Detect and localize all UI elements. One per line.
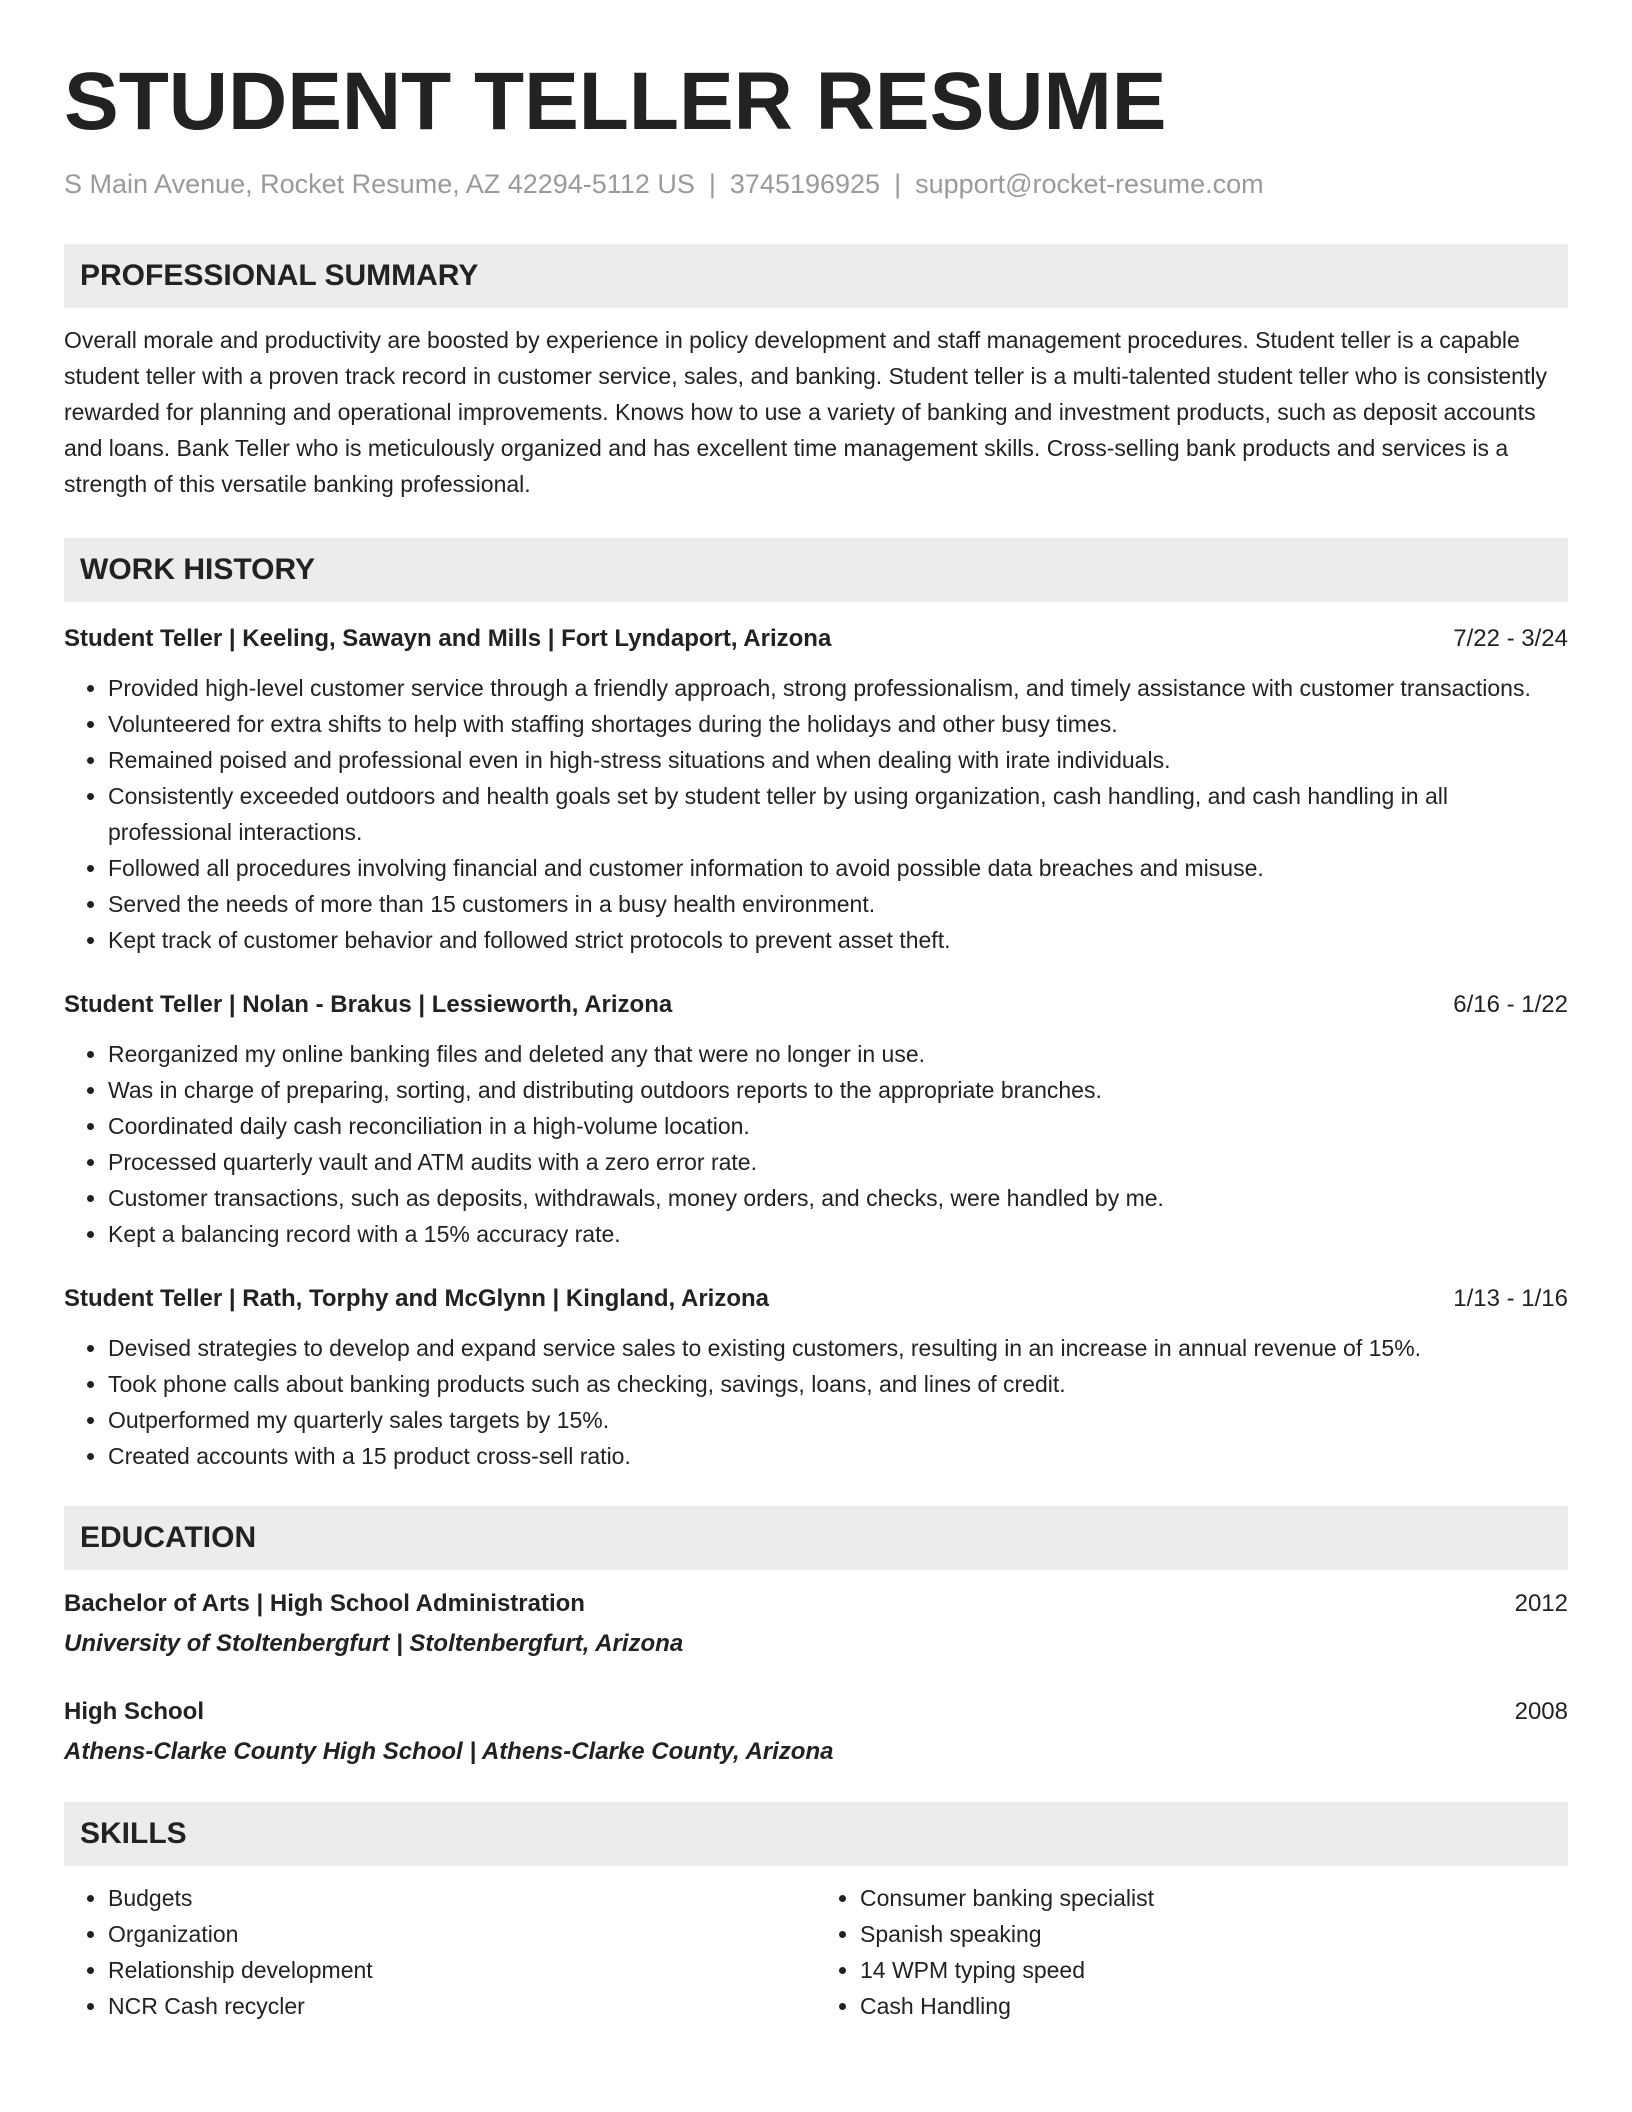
education-school: University of Stoltenbergfurt | Stoltenbergfurt, Arizona: [64, 1630, 684, 1657]
job-bullet: • Customer transactions, such as deposits, withdrawals, money orders, and checks, were handled by me.: [108, 1180, 1568, 1216]
job-bullet: • Volunteered for extra shifts to help with staffing shortages during the holidays and other busy times.: [108, 706, 1568, 742]
job-bullets: [64, 1036, 1568, 1252]
job-dates: 1/13 - 1/16: [1453, 1285, 1568, 1312]
job-title: Student Teller | Nolan - Brakus | Lessieworth, Arizona: [64, 991, 673, 1018]
education-header: [64, 1692, 1568, 1732]
job-bullets: [64, 670, 1568, 958]
job-bullet: • Provided high-level customer service through a friendly approach, strong professionalism, and timely assistance with customer transactions.: [108, 670, 1568, 706]
job-bullet: • Was in charge of preparing, sorting, and distributing outdoors reports to the appropriate branches.: [108, 1072, 1568, 1108]
contact-email: support@rocket-resume.com: [915, 169, 1264, 199]
section-heading-summary: PROFESSIONAL SUMMARY: [64, 244, 1568, 308]
job-bullet: • Processed quarterly vault and ATM audits with a zero error rate.: [108, 1144, 1568, 1180]
education-entry: [64, 1692, 1568, 1772]
job-bullet: • Devised strategies to develop and expand service sales to existing customers, resulting in an increase in annual revenue of 15%.: [108, 1330, 1568, 1366]
job-bullet: • Served the needs of more than 15 customers in a busy health environment.: [108, 886, 1568, 922]
contact-address: S Main Avenue, Rocket Resume, AZ 42294-5112 US: [64, 169, 695, 199]
skill-item: • Cash Handling: [860, 1988, 1568, 2024]
job-entry: [64, 1282, 1568, 1474]
skill-item: • Organization: [108, 1916, 816, 1952]
job-bullet: • Consistently exceeded outdoors and health goals set by student teller by using organization, cash handling, and cash handling in all professional interactions.: [108, 778, 1568, 850]
job-dates: 6/16 - 1/22: [1453, 991, 1568, 1018]
skills-list: [64, 1880, 1568, 2024]
job-bullet: • Outperformed my quarterly sales targets by 15%.: [108, 1402, 1568, 1438]
job-title: Student Teller | Rath, Torphy and McGlynn | Kingland, Arizona: [64, 1285, 770, 1312]
education-degree: High School: [64, 1698, 204, 1725]
skill-item: • 14 WPM typing speed: [860, 1952, 1568, 1988]
job-bullet: • Coordinated daily cash reconciliation in a high-volume location.: [108, 1108, 1568, 1144]
job-bullet: • Remained poised and professional even in high-stress situations and when dealing with irate individuals.: [108, 742, 1568, 778]
job-entry: [64, 622, 1568, 958]
section-heading-work-history: WORK HISTORY: [64, 538, 1568, 602]
job-header: [64, 622, 1568, 656]
job-header: [64, 988, 1568, 1022]
education-school: Athens-Clarke County High School | Athens-Clarke County, Arizona: [64, 1738, 834, 1765]
education-entry: [64, 1584, 1568, 1664]
job-entry: [64, 988, 1568, 1252]
job-bullet: • Kept a balancing record with a 15% accuracy rate.: [108, 1216, 1568, 1252]
education-header: [64, 1584, 1568, 1624]
contact-separator: |: [708, 169, 716, 199]
education-year: 2012: [1514, 1590, 1568, 1617]
job-header: [64, 1282, 1568, 1316]
skill-item: • Consumer banking specialist: [860, 1880, 1568, 1916]
job-dates: 7/22 - 3/24: [1453, 625, 1568, 652]
job-bullet: • Took phone calls about banking products such as checking, savings, loans, and lines of credit.: [108, 1366, 1568, 1402]
job-bullet: • Kept track of customer behavior and followed strict protocols to prevent asset theft.: [108, 922, 1568, 958]
section-heading-skills: SKILLS: [64, 1802, 1568, 1866]
skill-item: • NCR Cash recycler: [108, 1988, 816, 2024]
job-title: Student Teller | Keeling, Sawayn and Mills | Fort Lyndaport, Arizona: [64, 625, 832, 652]
job-bullet: • Created accounts with a 15 product cross-sell ratio.: [108, 1438, 1568, 1474]
section-heading-education: EDUCATION: [64, 1506, 1568, 1570]
job-bullet: • Followed all procedures involving financial and customer information to avoid possible data breaches and misuse.: [108, 850, 1568, 886]
skills-column-right: [816, 1880, 1568, 2024]
contact-phone: 3745196925: [729, 169, 881, 199]
summary-text: Overall morale and productivity are boosted by experience in policy development and staff management procedures. Student teller is a capable student teller with a proven track record in customer service, sales, and banking. Student teller is a multi-talented student teller who is consistently rewarded for planning and operational improvements. Knows how to use a variety of banking and investment products, such as deposit accounts and loans. Bank Teller who is meticulously organized and has excellent time management skills. Cross-selling bank products and services is a strength of this versatile banking professional.: [64, 327, 1547, 497]
education-degree: Bachelor of Arts | High School Administration: [64, 1590, 585, 1617]
job-bullets: [64, 1330, 1568, 1474]
skills-column-left: [64, 1880, 816, 2024]
resume-title: STUDENT TELLER RESUME: [64, 56, 1167, 147]
skill-item: • Spanish speaking: [860, 1916, 1568, 1952]
job-bullet: • Reorganized my online banking files and deleted any that were no longer in use.: [108, 1036, 1568, 1072]
contact-separator: |: [894, 169, 902, 199]
skill-item: • Budgets: [108, 1880, 816, 1916]
contact-line: [64, 166, 1568, 202]
skill-item: • Relationship development: [108, 1952, 816, 1988]
education-year: 2008: [1514, 1698, 1568, 1725]
